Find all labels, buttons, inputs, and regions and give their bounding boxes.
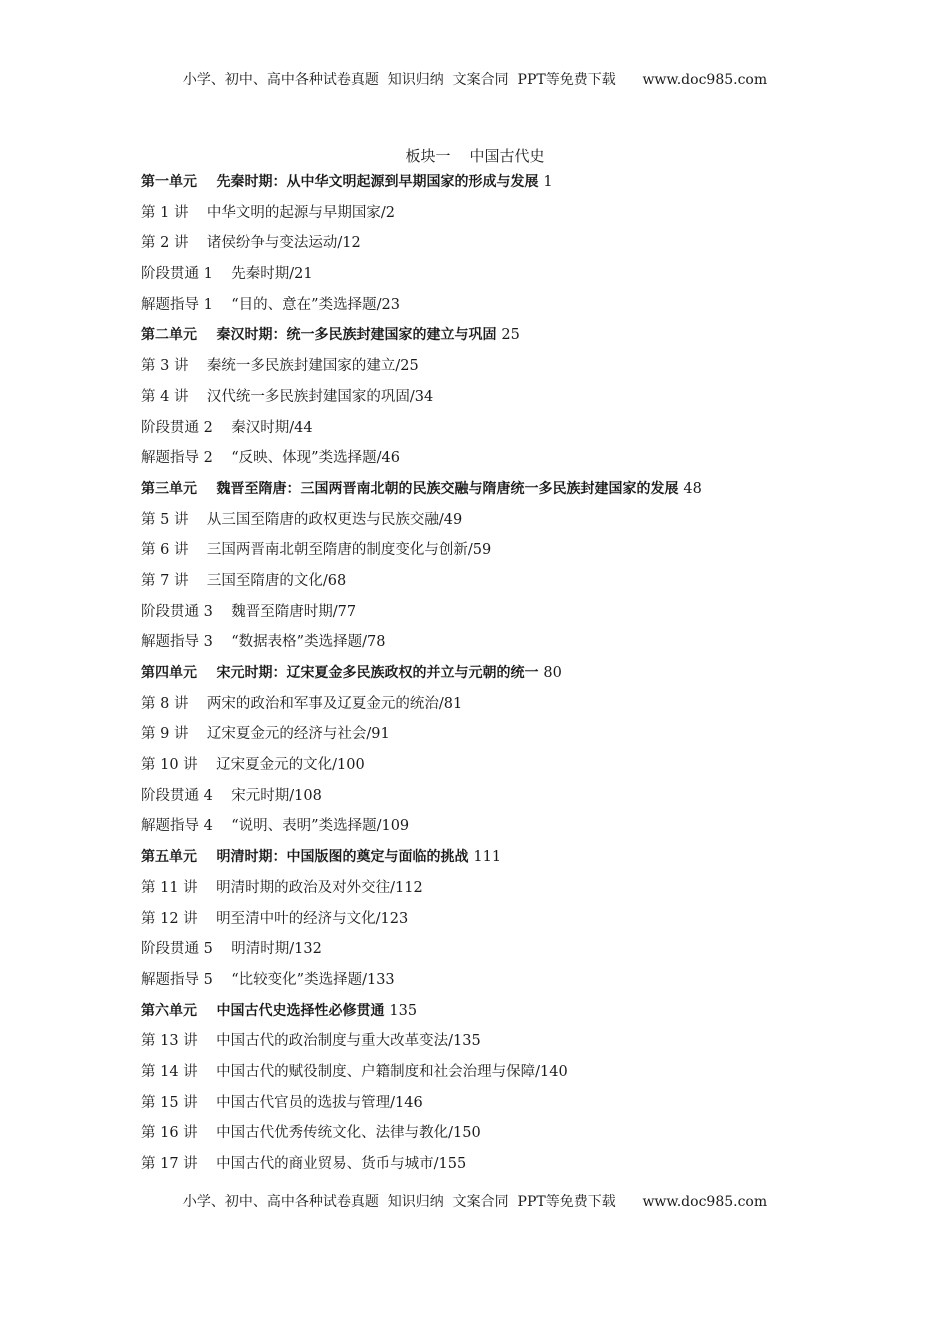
page-footer: 小学、初中、高中各种试卷真题 知识归纳 文案合同 PPT等免费下载 www.doc985.com [182, 1194, 768, 1210]
toc-entry: 第 8 讲 两宋的政治和军事及辽夏金元的统治/81 [141, 695, 463, 712]
toc-unit-heading [141, 658, 921, 689]
toc-entry: 第 16 讲 中国古代优秀传统文化、法律与教化/150 [141, 1125, 481, 1142]
toc-unit-heading [141, 167, 921, 198]
toc-entry: 阶段贯通 5 明清时期/132 [141, 941, 322, 958]
toc-unit-heading [141, 842, 921, 873]
section-title: 板块一 中国古代史 [405, 147, 545, 165]
toc-entry: 第 15 讲 中国古代官员的选拔与管理/146 [141, 1094, 423, 1111]
page-header: 小学、初中、高中各种试卷真题 知识归纳 文案合同 PPT等免费下载 www.doc985.com [182, 72, 768, 88]
unit-page-number: 111 [473, 849, 502, 866]
toc-entry: 解题指导 5 “比较变化”类选择题/133 [141, 971, 395, 988]
toc-entry: 解题指导 1 “目的、意在”类选择题/23 [141, 296, 400, 313]
toc-entry: 阶段贯通 2 秦汉时期/44 [141, 419, 313, 436]
toc-entry: 第 11 讲 明清时期的政治及对外交往/112 [141, 879, 423, 896]
toc-entry: 第 1 讲 中华文明的起源与早期国家/2 [141, 204, 395, 221]
unit-page-number: 48 [683, 480, 702, 497]
toc-unit-heading [141, 996, 921, 1027]
unit-page-number: 1 [543, 174, 553, 190]
toc-entry: 解题指导 3 “数据表格”类选择题/78 [141, 634, 386, 651]
unit-title: 第四单元 宋元时期：辽宋夏金多民族政权的并立与元朝的统一 [141, 665, 539, 681]
table-of-contents [141, 167, 921, 1180]
toc-entry: 解题指导 4 “说明、表明”类选择题/109 [141, 818, 410, 835]
toc-entry: 第 13 讲 中国古代的政治制度与重大改革变法/135 [141, 1033, 481, 1050]
toc-entry: 第 5 讲 从三国至隋唐的政权更迭与民族交融/49 [141, 511, 463, 528]
unit-title: 第二单元 秦汉时期：统一多民族封建国家的建立与巩固 [141, 327, 497, 344]
unit-title: 第六单元 中国古代史选择性必修贯通 [141, 1002, 385, 1019]
toc-entry: 第 12 讲 明至清中叶的经济与文化/123 [141, 910, 409, 927]
toc-entry: 阶段贯通 3 魏晋至隋唐时期/77 [141, 603, 357, 620]
toc-entry: 阶段贯通 1 先秦时期/21 [141, 266, 313, 283]
toc-entry: 解题指导 2 “反映、体现”类选择题/46 [141, 450, 400, 467]
toc-entry: 第 3 讲 秦统一多民族封建国家的建立/25 [141, 358, 419, 375]
toc-entry: 第 10 讲 辽宋夏金元的文化/100 [141, 757, 365, 774]
toc-entry: 第 2 讲 诸侯纷争与变法运动/12 [141, 235, 361, 252]
toc-entry: 阶段贯通 4 宋元时期/108 [141, 787, 322, 804]
toc-unit-heading [141, 320, 921, 351]
toc-unit-heading [141, 474, 921, 505]
toc-entry: 第 4 讲 汉代统一多民族封建国家的巩固/34 [141, 388, 434, 405]
toc-entry: 第 6 讲 三国两晋南北朝至隋唐的制度变化与创新/59 [141, 542, 492, 559]
unit-title: 第一单元 先秦时期：从中华文明起源到早期国家的形成与发展 [141, 174, 539, 190]
unit-title: 第五单元 明清时期：中国版图的奠定与面临的挑战 [141, 849, 469, 866]
unit-page-number: 80 [543, 665, 562, 681]
toc-entry: 第 7 讲 三国至隋唐的文化/68 [141, 572, 347, 589]
unit-page-number: 135 [389, 1002, 418, 1019]
unit-page-number: 25 [501, 327, 520, 344]
unit-title: 第三单元 魏晋至隋唐：三国两晋南北朝的民族交融与隋唐统一多民族封建国家的发展 [141, 480, 679, 497]
toc-entry: 第 14 讲 中国古代的赋役制度、户籍制度和社会治理与保障/140 [141, 1063, 568, 1080]
toc-entry: 第 9 讲 辽宋夏金元的经济与社会/91 [141, 726, 390, 743]
toc-entry: 第 17 讲 中国古代的商业贸易、货币与城市/155 [141, 1156, 467, 1172]
